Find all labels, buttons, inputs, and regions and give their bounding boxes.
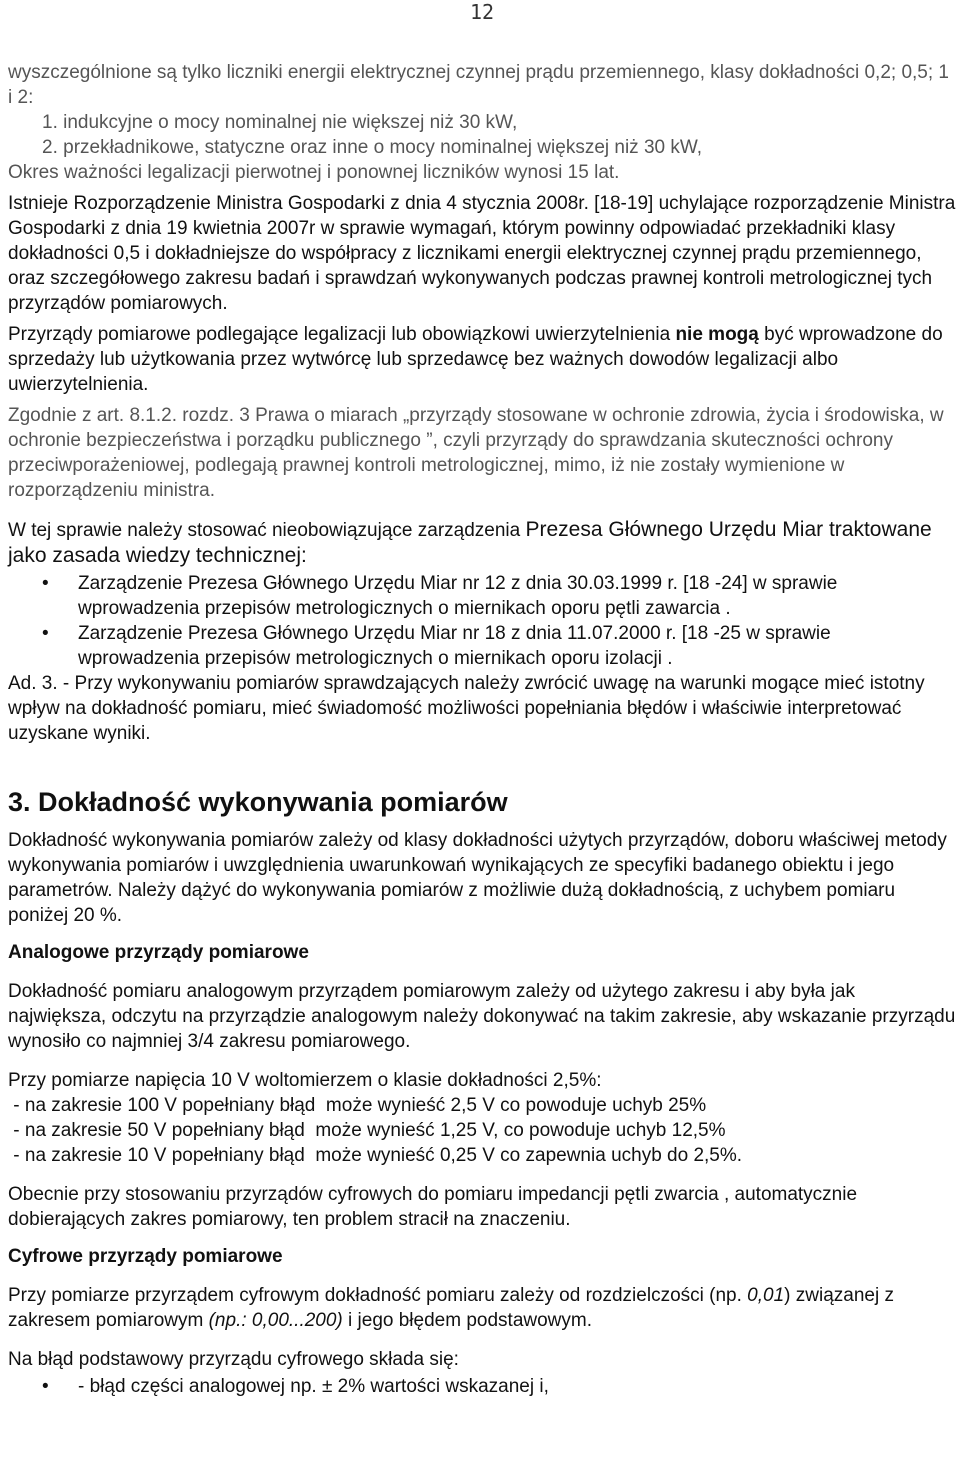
page-number: 12 bbox=[470, 0, 495, 24]
meter-type-list bbox=[8, 110, 956, 160]
example-item: - na zakresie 10 V popełniany błąd może wynieść 0,25 V co zapewnia uchyb do 2,5%. bbox=[8, 1145, 743, 1166]
digital-note-paragraph: Obecnie przy stosowaniu przyrządów cyfrowych do pomiaru impedancji pętli zwarcia , automatycznie dobierających zakres pomiarowy, ten problem stracił na znaczeniu. bbox=[8, 1184, 858, 1230]
orders-intro bbox=[8, 517, 956, 569]
error-list-item bbox=[8, 1374, 956, 1399]
example-intro: Przy pomiarze napięcia 10 V woltomierzem o klasie dokładności 2,5%: bbox=[8, 1070, 602, 1091]
bullet-icon: • bbox=[42, 623, 49, 644]
orders-list-item bbox=[8, 621, 956, 671]
meter-type-item: 2. przekładnikowe, statyczne oraz inne o mocy nominalnej większej niż 30 kW, bbox=[42, 137, 703, 158]
example-list bbox=[8, 1093, 956, 1168]
digital-paragraph bbox=[8, 1283, 956, 1333]
example-item: - na zakresie 50 V popełniany błąd może wynieść 1,25 V, co powoduje uchyb 12,5% bbox=[8, 1120, 726, 1141]
bullet-icon: • bbox=[42, 573, 49, 594]
document-body bbox=[8, 60, 956, 1399]
intro-paragraph: wyszczególnione są tylko liczniki energii elektrycznej czynnej prądu przemiennego, klasy dokładności 0,2; 0,5; 1 i 2: bbox=[8, 62, 949, 108]
orders-item-text: Zarządzenie Prezesa Głównego Urzędu Miar nr 18 z dnia 11.07.2000 r. [18 -25 w sprawie wprowadzenia przepisów metrologicznych o miernikach oporu izolacji . bbox=[78, 623, 831, 669]
orders-list-item bbox=[8, 571, 956, 621]
meter-type-item: 1. indukcyjne o mocy nominalnej nie większej niż 30 kW, bbox=[42, 112, 518, 133]
analog-paragraph: Dokładność pomiaru analogowym przyrządem pomiarowym zależy od użytego zakresu i aby była jak największa, odczytu na przyrządzie analogowym należy dokonywać na takim zakresie, aby wskazanie przyrządu wynosiło co najmniej 3/4 zakresu pomiarowego. bbox=[8, 981, 956, 1052]
orders-item-text: Zarządzenie Prezesa Głównego Urzędu Miar nr 12 z dnia 30.03.1999 r. [18 -24] w sprawie wprowadzenia przepisów metrologicznych o miernikach oporu pętli zawarcia . bbox=[78, 573, 838, 619]
devices-text-end: być wprowadzone do sprzedaży lub użytkowania przez wytwórcę lub sprzedawcę bez ważnych dowodów legalizacji albo uwierzytelnienia. bbox=[8, 324, 943, 395]
orders-list bbox=[8, 571, 956, 671]
error-intro: Na błąd podstawowy przyrządu cyfrowego składa się: bbox=[8, 1349, 459, 1370]
devices-text-start: Przyrządy pomiarowe podlegające legalizacji lub obowiązkowi uwierzytelnienia bbox=[8, 324, 676, 345]
orders-intro-end: Prezesa Głównego Urzędu Miar traktowane jako zasada wiedzy technicznej: bbox=[8, 518, 932, 567]
digital-text-b: 0,01 bbox=[747, 1285, 785, 1306]
ad3-paragraph: Ad. 3. - Przy wykonywaniu pomiarów sprawdzających należy zwrócić uwagę na warunki mogące mieć istotny wpływ na dokładność pomiaru, mieć świadomość możliwości popełniania błędów i właściwie interpretować uzyskane wyniki. bbox=[8, 673, 925, 744]
devices-emphasis: nie mogą bbox=[675, 324, 759, 345]
example-item: - na zakresie 100 V popełniany błąd może wynieść 2,5 V co powoduje uchyb 25% bbox=[8, 1095, 707, 1116]
validity-paragraph: Okres ważności legalizacji pierwotnej i ponownej liczników wynosi 15 lat. bbox=[8, 162, 620, 183]
article-paragraph: Zgodnie z art. 8.1.2. rozdz. 3 Prawa o miarach „przyrządy stosowane w ochronie zdrowia, życia i środowiska, w ochronie bezpieczeństwa i porządku publicznego ”, czyli przyrządy do sprawdzania skuteczności ochrony przeciwporażeniowej, podlegają prawnej kontroli metrologicznej, mimo, iż nie zostały wymienione w rozporządzeniu ministra. bbox=[8, 405, 944, 501]
digital-text-e: i jego błędem podstawowym. bbox=[342, 1310, 593, 1331]
analog-heading: Analogowe przyrządy pomiarowe bbox=[8, 942, 309, 963]
section-intro: Dokładność wykonywania pomiarów zależy od klasy dokładności użytych przyrządów, doboru właściwej metody wykonywania pomiarów i uwzględnienia uwarunkowań wynikających ze specyfiki badanego obiektu i jego parametrów. Należy dążyć do wykonywania pomiarów z możliwie dużą dokładnością, z uchybem pomiaru poniżej 20 %. bbox=[8, 830, 947, 926]
bullet-icon: • bbox=[42, 1376, 49, 1397]
error-item-text: - błąd części analogowej np. ± 2% wartości wskazanej i, bbox=[78, 1376, 549, 1397]
digital-text-c: ) związanej z zakresem pomiarowym bbox=[8, 1285, 894, 1331]
digital-text-d: (np.: 0,00...200) bbox=[208, 1310, 343, 1331]
section-heading: 3. Dokładność wykonywania pomiarów bbox=[8, 787, 508, 817]
orders-intro-start: W tej sprawie należy stosować nieobowiązujące zarządzenia bbox=[8, 520, 526, 541]
error-list bbox=[8, 1374, 956, 1399]
digital-text-a: Przy pomiarze przyrządem cyfrowym dokładność pomiaru zależy od rozdzielczości (np. bbox=[8, 1285, 748, 1306]
devices-paragraph bbox=[8, 322, 956, 397]
regulation-paragraph: Istnieje Rozporządzenie Ministra Gospodarki z dnia 4 stycznia 2008r. [18-19] uchylające rozporządzenie Ministra Gospodarki z dnia 19 kwietnia 2007r w sprawie wymagań, którym powinny odpowiadać przekładniki klasy dokładności 0,5 i dokładniejsze do współpracy z licznikami energii elektrycznej czynnej prądu przemiennego, oraz szczegółowego zakresu badań i sprawdzań wykonywanych podczas prawnej kontroli metrologicznej tych przyrządów pomiarowych. bbox=[8, 193, 956, 314]
digital-heading: Cyfrowe przyrządy pomiarowe bbox=[8, 1246, 283, 1267]
